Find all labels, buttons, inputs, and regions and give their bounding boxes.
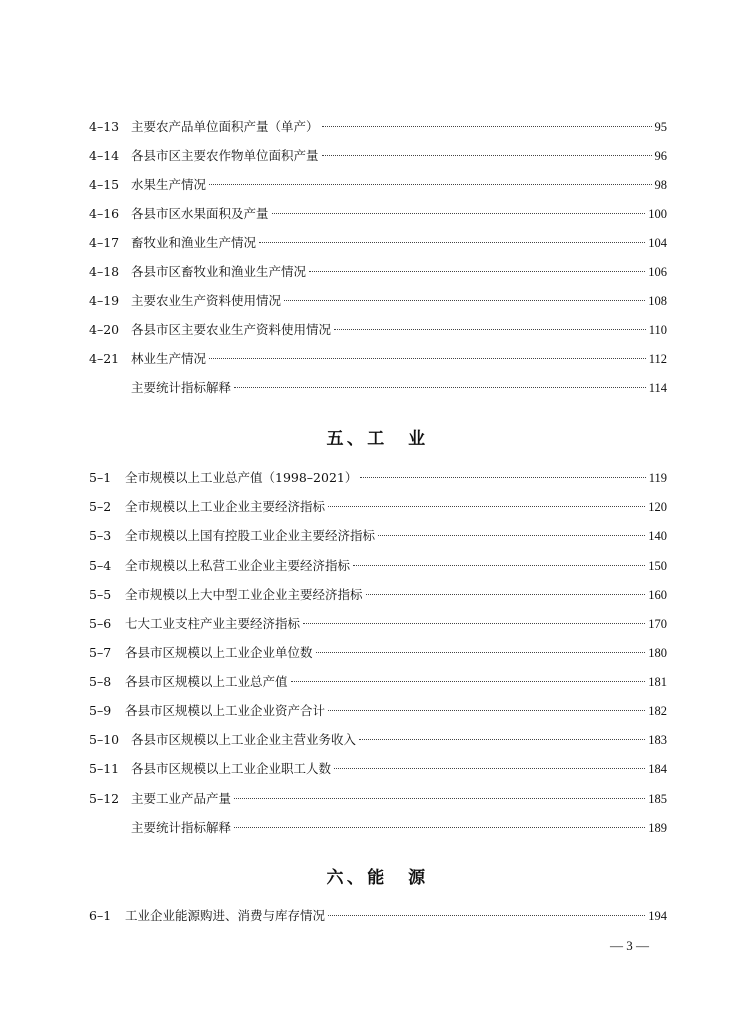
entry-title: 主要统计指标解释 [131,380,232,395]
entry-page: 108 [648,294,667,308]
dot-leader [366,594,646,595]
entry-title: 水果生产情况 [131,177,207,192]
toc-entry [89,233,667,253]
dot-leader [209,358,646,359]
entry-number: 5–4 [89,558,112,573]
entry-page: 140 [648,529,667,543]
entry-page: 181 [648,675,667,689]
entry-number: 5–3 [89,528,112,543]
entry-number: 5–9 [89,703,112,718]
dot-leader [353,565,645,566]
toc-entry [89,701,667,721]
toc-entry [89,818,667,838]
entry-page: 170 [648,617,667,631]
dot-leader [291,681,646,682]
dot-leader [359,739,645,740]
entry-page: 194 [648,909,667,923]
dot-leader [322,126,652,127]
entry-page: 114 [648,381,667,395]
toc-entry [89,906,667,926]
entry-title: 全市规模以上私营工业企业主要经济指标 [125,558,351,573]
entry-number: 5–12 [89,791,120,806]
entry-page: 160 [648,588,667,602]
dot-leader [328,710,645,711]
toc-entry [89,378,667,398]
dot-leader [322,155,652,156]
entry-number: 5–11 [89,761,120,776]
entry-page: 110 [648,323,667,337]
entry-page: 112 [648,352,667,366]
entry-number: 4–16 [89,206,120,221]
entry-title: 全市规模以上工业总产值（1998–2021） [125,470,358,485]
toc-entry [89,759,667,779]
dot-leader [284,300,645,301]
entry-number: 4–13 [89,119,120,134]
toc-entry [89,291,667,311]
entry-page: 180 [648,646,667,660]
entry-title: 各县市区主要农作物单位面积产量 [131,148,319,163]
toc-entry [89,262,667,282]
entry-title: 全市规模以上国有控股工业企业主要经济指标 [125,528,376,543]
section-heading-industry: 五、工 业 [326,429,429,449]
entry-page: 189 [648,821,667,835]
entry-page: 104 [648,236,667,250]
toc-entry [89,468,667,488]
toc-entry [89,556,667,576]
entry-page: 100 [648,207,667,221]
dot-leader [303,623,645,624]
toc-entry [89,204,667,224]
toc-entry [89,117,667,137]
entry-page: 182 [648,704,667,718]
entry-number: 5–6 [89,616,112,631]
entry-number: 6–1 [89,908,112,923]
entry-number: 4–19 [89,293,120,308]
toc-entry [89,730,667,750]
entry-title: 全市规模以上大中型工业企业主要经济指标 [125,587,363,602]
entry-title: 各县市区规模以上工业企业主营业务收入 [131,732,357,747]
entry-number: 5–10 [89,732,120,747]
entry-number: 5–5 [89,587,112,602]
entry-title: 畜牧业和渔业生产情况 [131,235,257,250]
entry-page: 183 [648,733,667,747]
dot-leader [234,387,646,388]
dot-leader [360,477,645,478]
toc-entry [89,146,667,166]
entry-title: 七大工业支柱产业主要经济指标 [125,616,301,631]
entry-title: 各县市区畜牧业和渔业生产情况 [131,264,307,279]
entry-title: 各县市区水果面积及产量 [131,206,269,221]
entry-number: 5–2 [89,499,112,514]
entry-title: 工业企业能源购进、消费与库存情况 [125,908,326,923]
toc-entry [89,320,667,340]
entry-title: 主要农产品单位面积产量（单产） [131,119,319,134]
entry-title: 各县市区规模以上工业总产值 [125,674,288,689]
entry-page: 185 [648,792,667,806]
toc-entry [89,497,667,517]
dot-leader [334,329,646,330]
entry-number: 5–7 [89,645,112,660]
entry-title: 各县市区规模以上工业企业资产合计 [125,703,326,718]
entry-page: 184 [648,762,667,776]
toc-entry [89,672,667,692]
entry-title: 主要统计指标解释 [131,820,232,835]
entry-number: 4–17 [89,235,120,250]
toc-entry [89,526,667,546]
entry-page: 106 [648,265,667,279]
dot-leader [309,271,645,272]
entry-number: 5–8 [89,674,112,689]
dot-leader [209,184,651,185]
dot-leader [259,242,645,243]
entry-title: 全市规模以上工业企业主要经济指标 [125,499,326,514]
entry-title: 各县市区规模以上工业企业单位数 [125,645,313,660]
entry-title: 主要工业产品产量 [131,791,232,806]
entry-page: 150 [648,559,667,573]
entry-number: 4–20 [89,322,120,337]
entry-title: 主要农业生产资料使用情况 [131,293,282,308]
dot-leader [378,535,645,536]
dot-leader [272,213,646,214]
entry-number: 4–18 [89,264,120,279]
entry-title: 各县市区规模以上工业企业职工人数 [131,761,332,776]
entry-page: 95 [654,120,667,134]
entry-number: 4–14 [89,148,120,163]
dot-leader [334,768,645,769]
dot-leader [328,915,645,916]
dot-leader [316,652,646,653]
entry-number: 4–21 [89,351,120,366]
toc-entry [89,585,667,605]
entry-page: 119 [648,471,667,485]
entry-page: 98 [654,178,667,192]
dot-leader [234,798,645,799]
toc-entry [89,175,667,195]
toc-entry [89,643,667,663]
toc-entry [89,789,667,809]
entry-title: 各县市区主要农业生产资料使用情况 [131,322,332,337]
section-heading-energy: 六、能 源 [326,868,429,888]
page-number-footer: — 3 — [610,938,649,953]
entry-number: 4–15 [89,177,120,192]
toc-entry [89,614,667,634]
dot-leader [328,506,645,507]
entry-page: 96 [654,149,667,163]
dot-leader [234,827,645,828]
entry-number: 5–1 [89,470,112,485]
entry-page: 120 [648,500,667,514]
entry-title: 林业生产情况 [131,351,207,366]
toc-entry [89,349,667,369]
